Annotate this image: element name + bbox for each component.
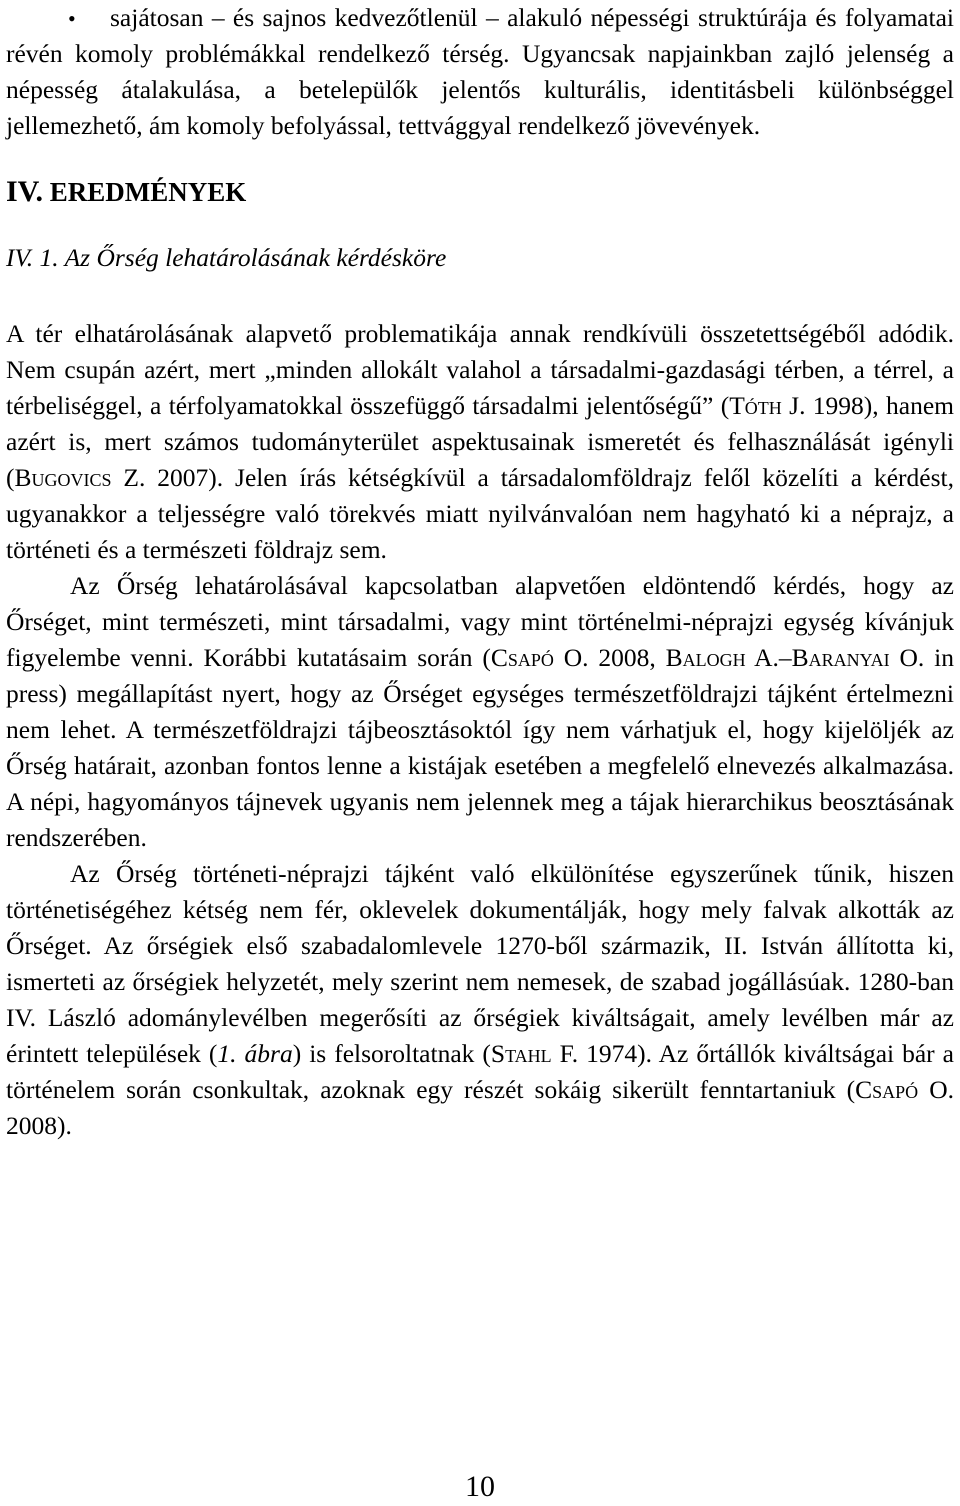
section-number: IV.: [6, 175, 43, 208]
paragraph-3-text-c: F. 1974). Az őrtállók kiváltságai bár a történelem során csonkultak, azoknak egy részét sokáig sikerült fenntartaniuk (: [6, 1039, 954, 1104]
citation-author: Baranyai: [791, 643, 890, 672]
paragraph-2-text-b: O. 2008,: [553, 643, 666, 672]
bullet-text: sajátosan – és sajnos kedvezőtlenül – alakuló népességi struktúrája és folyamatai révén komoly problémákkal rendelkező térség. Ugyancsak napjainkban zajló jelenség a népesség átalakulása, a betelepülők jelentős kulturális, identitásbeli különbséggel jellemezhető, ám komoly befolyással, tettvággyal rendelkező jövevények.: [6, 3, 954, 140]
figure-reference: 1. ábra: [217, 1039, 293, 1068]
citation-author: Csapó: [855, 1075, 919, 1104]
paragraph-3: [6, 856, 954, 1144]
paragraph-1-text-b: J. 1998), hanem azért is, mert számos tudományterület aspektusainak ismeretét és felhasználását igényli (: [6, 391, 955, 492]
page-number: 10: [465, 1470, 495, 1503]
paragraph-2: [6, 568, 954, 856]
paragraph-3-text-b: ) is felsoroltatnak (: [292, 1039, 491, 1068]
subsection-heading: IV. 1. Az Őrség lehatárolásának kérdésköre: [6, 243, 447, 272]
bullet-item: [6, 0, 954, 144]
citation-author: Stahl: [490, 1039, 552, 1068]
paragraph-1: [6, 316, 954, 568]
citation-author: Bugovics: [14, 463, 112, 492]
paragraph-1-text-a: A tér elhatárolásának alapvető problematikája annak rendkívüli összetettségéből adódik. Nem csupán azért, mert „minden allokált valahol a társadalmi-gazdasági térben, a térrel, a térbeliséggel, a térfolyamatokkal összefüggő társadalmi jelentőségű” (: [6, 319, 954, 420]
paragraph-3-text-a: Az Őrség történeti-néprajzi tájként való elkülönítése egyszerűnek tűnik, hiszen történetiségéhez kétség nem fér, oklevelek dokumentálják, hogy mely falvak alkották az Őrséget. Az őrségiek első szabadalomlevele 1270-ből származik, II. István állította ki, ismerteti az őrségiek helyzetét, mely szerint nem nemesek, de szabad jogállásúak. 1280-ban IV. László adománylevélben megerősíti az őrségiek kiváltságait, amely levélben már az érintett települések (: [6, 859, 954, 1068]
paragraph-3-text-d: O. 2008).: [6, 1075, 954, 1140]
section-title: EREDMÉNYEK: [49, 177, 247, 207]
document-page: [6, 0, 954, 1144]
citation-author: Csapó: [490, 643, 554, 672]
bullet-icon: •: [68, 6, 76, 31]
citation-author: Balogh: [665, 643, 746, 672]
paragraph-2-text-d: O. in press) megállapítást nyert, hogy az Őrséget egységes természetföldrajzi tájként értelmezni nem lehet. A természetföldrajzi tájbeosztásoktól így nem várhatjuk el, hogy kijelöljék az Őrség határait, azonban fontos lenne a kistájak esetében a megfelelő elnevezés alkalmazása. A népi, hagyományos tájnevek ugyanis nem jelennek meg a tájak hierarchikus beosztásának rendszerében.: [6, 643, 954, 852]
paragraph-2-text-a: Az Őrség lehatárolásával kapcsolatban alapvetően eldöntendő kérdés, hogy az Őrséget, mint természeti, mint társadalmi, vagy mint történelmi-néprajzi egység kívánjuk figyelembe venni. Korábbi kutatásaim során (: [6, 571, 954, 672]
paragraph-2-text-c: A.–: [745, 643, 792, 672]
citation-author: Tóth: [729, 391, 782, 420]
paragraph-1-text-c: Z. 2007). Jelen írás kétségkívül a társadalomföldrajz felől közelíti a kérdést, ugyanakkor a teljességre való törekvés miatt nyilvánvalóan nem hagyható ki a néprajz, a történeti és a természeti földrajz sem.: [6, 463, 954, 564]
section-heading: [6, 174, 954, 210]
